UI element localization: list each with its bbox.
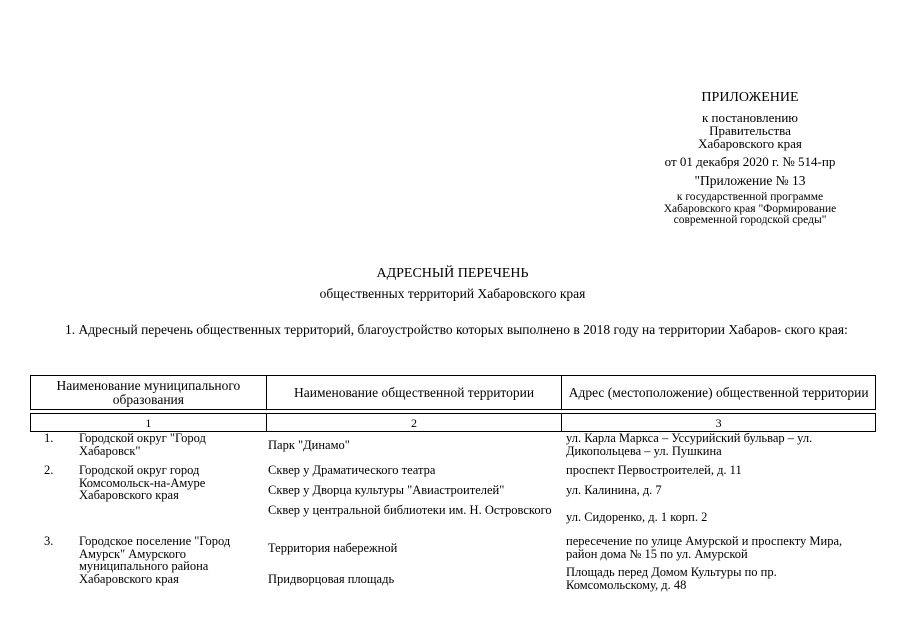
- column-header-territory: Наименование общественной территории: [266, 376, 562, 410]
- row-number: 1.: [44, 431, 54, 445]
- territory-address: проспект Первостроителей, д. 11: [566, 463, 742, 477]
- territory-name: Сквер у центральной библиотеки им. Н. Островского: [268, 503, 552, 517]
- document-subtitle: общественных территорий Хабаровского края: [319, 286, 586, 301]
- territory-address: ул. Сидоренко, д. 1 корп. 2: [566, 510, 708, 524]
- row-number: 2.: [44, 463, 54, 477]
- territory-name: Территория набережной: [268, 541, 398, 555]
- decree-line: к постановлению: [701, 110, 799, 125]
- decree-line: Хабаровского края: [698, 136, 802, 151]
- column-header-municipality: Наименование муниципального образования: [31, 376, 267, 410]
- column-number: 1: [31, 414, 267, 432]
- territory-address: пересечение по улице Амурской и проспекту Мира, район дома № 15 по ул. Амурской: [566, 534, 843, 561]
- municipality-name: Городское поселение "Город Амурск" Амурского муниципального района Хабаровского края: [79, 534, 231, 586]
- municipality-name: Городской округ "Город Хабаровск": [79, 431, 206, 458]
- decree-line: Правительства: [709, 123, 791, 138]
- program-ref: [600, 192, 900, 227]
- appendix-decree-ref: [600, 111, 900, 150]
- column-number: 2: [266, 414, 562, 432]
- territory-address: ул. Карла Маркса – Уссурийский бульвар – ул. Дикопольцева – ул. Пушкина: [566, 431, 813, 458]
- territory-name: Парк "Динамо": [268, 438, 350, 452]
- program-line: Хабаровского края "Формирование: [663, 202, 837, 215]
- column-number: 3: [562, 414, 876, 432]
- appendix-number: "Приложение № 13: [694, 173, 806, 188]
- program-line: современной городской среды": [673, 214, 827, 226]
- municipality-name: Городской округ город Комсомольск-на-Амуре Хабаровского края: [79, 463, 206, 502]
- territory-address: Площадь перед Домом Культуры по пр. Комсомольскому, д. 48: [566, 565, 777, 592]
- territory-address: ул. Калинина, д. 7: [566, 483, 662, 497]
- intro-paragraph: 1. Адресный перечень общественных территорий, благоустройство которых выполнено в 2018 году на территории Хабаров- ского края:: [65, 322, 848, 337]
- column-header-address: Адрес (местоположение) общественной территории: [562, 376, 876, 410]
- appendix-title: ПРИЛОЖЕНИЕ: [701, 90, 799, 105]
- row-number: 3.: [44, 534, 54, 548]
- program-line: к государственной программе: [676, 191, 824, 203]
- territory-name: Сквер у Драматического театра: [268, 463, 436, 477]
- territory-name: Сквер у Дворца культуры "Авиастроителей": [268, 483, 505, 497]
- territories-table-header: [30, 375, 876, 432]
- territory-name: Придворцовая площадь: [268, 572, 395, 586]
- decree-date: от 01 декабря 2020 г. № 514-пр: [664, 154, 836, 169]
- document-title: АДРЕСНЫЙ ПЕРЕЧЕНЬ: [376, 266, 529, 281]
